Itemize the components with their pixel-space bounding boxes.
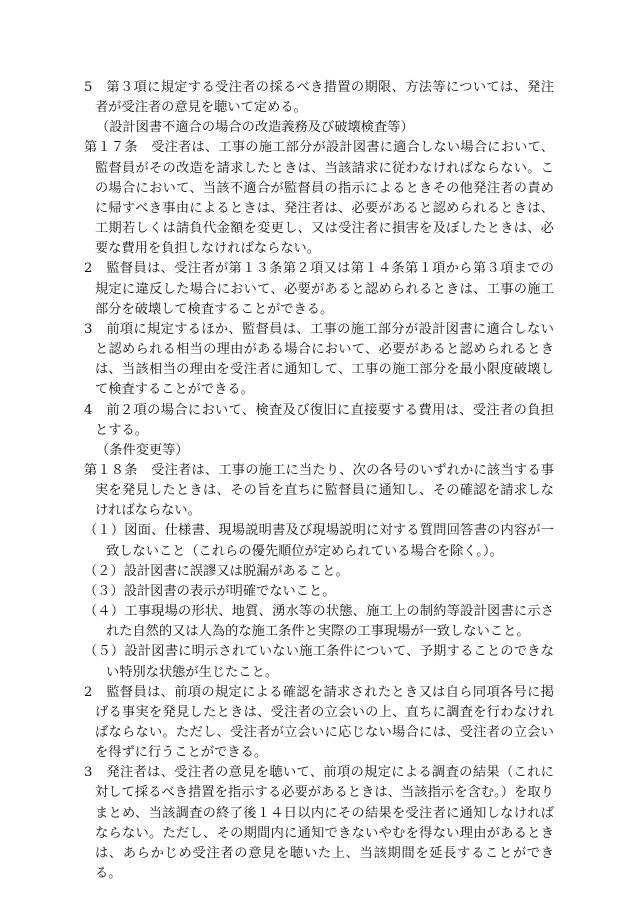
article-18-item-3: （３）設計図書の表示が明確でないこと。 <box>84 583 336 599</box>
document-body <box>84 78 554 884</box>
article-18-item-1: （１）図面、仕様書、現場説明書及び現場説明に対する質問回答書の内容が一致しないこと（これらの優先順位が定められている場合を除く。）。 <box>84 523 554 559</box>
article-17-clause-1: 第１７条 受注者は、工事の施工部分が設計図書に適合しない場合において、監督員がその改造を請求したときは、当該請求に従わなければならない。この場合において、当該不適合が監督員の指示によるときその他発注者の責めに帰すべき事由によるときは、発注者は、必要があると認められるときは、工期若しくは請負代金額を変更し、又は受注者に損害を及ぼしたときは、必要な費用を負担しなければならない。 <box>84 140 554 257</box>
article-18-item-4: （４）工事現場の形状、地質、湧水等の状態、施工上の制約等設計図書に示された自然的又は人為的な施工条件と実際の工事現場が一致しないこと。 <box>84 604 554 640</box>
article-17-clause-3: 3 前項に規定するほか、監督員は、工事の施工部分が設計図書に適合しないと認められる相当の理由がある場合において、必要があると認められるときは、当該相当の理由を受注者に通知して、工事の施工部分を最小限度破壊して検査することができる。 <box>84 321 554 398</box>
article-18-item-2: （２）設計図書に誤謬又は脱漏があること。 <box>84 563 349 579</box>
article-caption-condition-change: （条件変更等） <box>96 442 189 458</box>
article-caption-modification-duty: （設計図書不適合の場合の改造義務及び破壊検査等） <box>96 120 414 136</box>
article-18-item-5: （５）設計図書に明示されていない施工条件について、予期することのできない特別な状態が生じたこと。 <box>84 644 554 680</box>
paragraph-17-5: 5 第３項に規定する受注者の採るべき措置の期限、方法等については、発注者が受注者の意見を聴いて定める。 <box>84 80 554 116</box>
article-18-clause-2: 2 監督員は、前項の規定による確認を請求されたとき又は自ら同項各号に掲げる事実を発見したときは、受注者の立会いの上、直ちに調査を行わなければならない。ただし、受注者が立会いに応じない場合には、受注者の立会いを得ずに行うことができる。 <box>84 684 554 761</box>
article-18-clause-3: 3 発注者は、受注者の意見を聴いて、前項の規定による調査の結果（これに対して採るべき措置を指示する必要があるときは、当該指示を含む。）を取りまとめ、当該調査の終了後１４日以内にその結果を受注者に通知しなければならない。ただし、その期間内に通知できないやむを得ない理由があるときは、あらかじめ受注者の意見を聴いた上、当該期間を延長することができる。 <box>84 765 554 882</box>
article-17-clause-2: 2 監督員は、受注者が第１３条第２項又は第１４条第１項から第３項までの規定に違反した場合において、必要があると認められるときは、工事の施工部分を破壊して検査することができる。 <box>84 261 554 317</box>
article-18-clause-1: 第１８条 受注者は、工事の施工に当たり、次の各号のいずれかに該当する事実を発見したときは、その旨を直ちに監督員に通知し、その確認を請求しなければならない。 <box>84 462 554 519</box>
article-17-clause-4: 4 前２項の場合において、検査及び復旧に直接要する費用は、受注者の負担とする。 <box>84 402 554 438</box>
